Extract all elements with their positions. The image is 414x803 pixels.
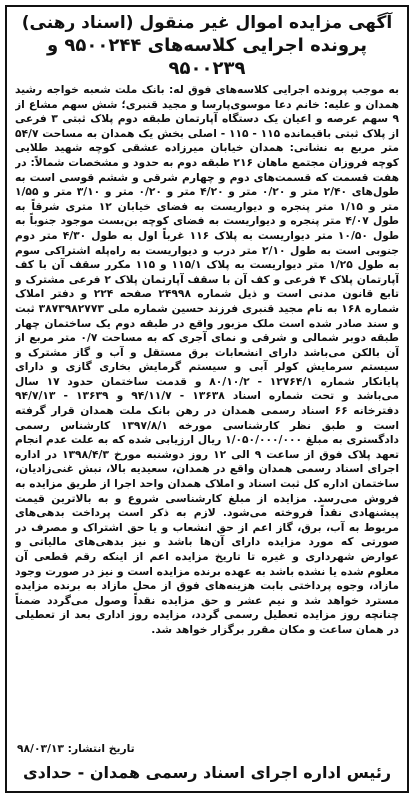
- auction-notice: [5, 5, 409, 793]
- notice-title: آگهی مزایده اموال غیر منقول (اسناد رهنی): [21, 13, 393, 33]
- case-number-heading: پرونده اجرایی کلاسه‌های ۹۵۰۰۲۴۴ و ۹۵۰۰۲۳۹: [46, 35, 368, 79]
- signature: رئیس اداره اجرای اسناد رسمی همدان - حدادی: [22, 763, 392, 782]
- publish-date: تاریخ انتشار: ۹۸/۰۳/۱۳: [17, 742, 135, 755]
- notice-body: به موجب پرونده اجرایی کلاسه‌های فوق له: بانک ملت شعبه خواجه رشید همدان و علیه: خانم دعا موسوی‌پارسا و مجید قنبری؛ شش سهم مشاع از ۹ سهم عرصه و اعیان یک دستگاه آپارتمان طبقه دوم پلاک ثبتی ۳ فرعی از پلاک ثبتی باقیمانده ۱۱۵ - ۱۱۵ - اصلی بخش یک همدان به مساحت ۵۴/۷ متر مربع به نشانی: همدان خیابان میرزاده عشقی کوچه شهید طلایی کوچه فروزان مجتمع ماهان ۲۱۶ طبقه دوم به حدود و مشخصات شمالاً: در هفت قسمت که قسمت‌های دوم و چهارم شرقی و ششم قوسی است به طول‌های ۲/۴۰ متر و ۰/۲۰ متر و ۴/۲۰ متر و ۰/۲۰ متر و ۳/۱۰ متر و ۱/۵۵ متر و ۱/۱۵ متر پنجره و دیواریست به فضای خیابان ۱۲ متری شرقاً به طول ۴/۰۷ متر پنجره و دیواریست به فضای کوچه بن‌بست موجود جنوباً به طول ۱۰/۵۰ متر دیواریست به پلاک ۱۱۶ غرباً اول به طول ۴/۳۰ متر دوم جنوبی است به طول ۲/۱۰ متر درب و دیواریست به راه‌پله اشتراکی سوم به طول ۱/۲۵ متر دیواریست به پلاک ۱۱۵/۱ و ۱۱۵ مکرر سقف آن با کف آپارتمان پلاک ۴ فرعی و کف آن با سقف آپارتمان پلاک ۲ فرعی مشترک و تابع قانون مدنی است و ذیل شماره ۲۴۹۹۸ صفحه ۲۲۴ و دفتر املاک شماره ۱۶۸ به نام مجید قنبری فرزند حسین شماره ملی ۳۸۷۳۹۸۲۷۷۳ ثبت و سند صادر شده است ملک مزبور واقع در طبقه دوم یک ساختمان چهار طبقه دوبر شمالی و شرقی و نمای آجری که به مساحت ۰/۷ متر مربع از آن بالکن می‌باشد دارای انشعابات برق مستقل و آب و گاز مشترک و سیستم سرمایش کولر آبی و سیستم گرمایش بخاری گازی و دارای پایانکار شماره ۱۲۷۶۴/۱ - ۸۰/۱۰/۲ و قدمت ساختمان حدود ۱۷ سال می‌باشد و تحت شماره اسناد ۱۳۶۳۸ - ۹۴/۱۱/۷ و ۱۳۶۳۹ - ۹۴/۷/۱۳ دفترخانه ۶۶ اسناد رسمی همدان در رهن بانک ملت همدان قرار گرفته است و طبق نظر کارشناسی مورخه ۱۳۹۷/۸/۱ کارشناس رسمی دادگستری به مبلغ ۱/۰۵۰/۰۰۰/۰۰۰ ریال ارزیابی شده که به علت عدم انجام تعهد پلاک فوق از ساعت ۹ الی ۱۲ روز دوشنبه مورخ ۱۳۹۸/۴/۳ در اداره اجرای اسناد رسمی همدان واقع در همدان، سعیدیه بالا، نبش غنی‌زادیان، ساختمان اداره کل ثبت اسناد و املاک همدان واحد اجرا از طریق مزایده به فروش می‌رسد. مزایده از مبلغ کارشناسی شروع و به بالاترین قیمت پیشنهادی نقداً فروخته می‌شود. لازم به ذکر است پرداخت بدهی‌های مربوط به آب، برق، گاز اعم از حق انشعاب و یا حق اشتراک و مصرف در صورتی که مورد مزایده دارای آن‌ها باشد و نیز بدهی‌های مالیاتی و عوارض شهرداری و غیره تا تاریخ مزایده اعم از اینکه رقم قطعی آن معلوم شده یا نشده باشد به عهده برنده مزایده است و نیز در صورت وجود مازاد، وجوه پرداختی بابت هزینه‌های فوق از محل مازاد به برنده مزایده مسترد خواهد شد و نیم عشر و حق مزایده نقداً وصول می‌گردد ضمناً چنانچه روز مزایده تعطیل رسمی گردد، مزایده روز اداری بعد از تعطیلی در همان ساعت و مکان مقرر برگزار خواهد شد.: [15, 83, 399, 636]
